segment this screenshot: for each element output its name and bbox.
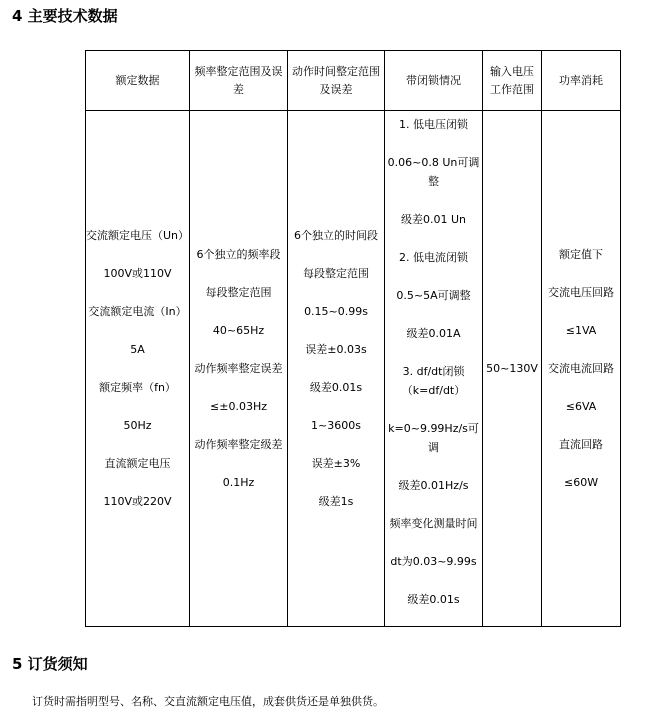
cell-line: 50~130V (486, 362, 538, 375)
cell-line: 交流电流回路 (548, 362, 615, 375)
cell-line: 0.5~5A可调整 (396, 289, 471, 302)
cell-line: 直流额定电压 (104, 457, 171, 470)
cell-line: 交流电压回路 (548, 286, 615, 299)
header-rated-data: 额定数据 (86, 51, 190, 111)
cell-rated-data (86, 111, 190, 627)
cell-line: 100V或110V (103, 267, 172, 280)
cell-line: 50Hz (123, 419, 152, 432)
cell-line: 1~3600s (311, 419, 361, 432)
table-row (86, 111, 621, 627)
cell-line: 0.15~0.99s (304, 305, 368, 318)
cell-line: 40~65Hz (212, 324, 265, 337)
cell-line: 级差0.01 Un (401, 213, 467, 226)
cell-line: 0.1Hz (222, 476, 255, 489)
cell-line: 直流回路 (559, 438, 604, 451)
header-lockout: 带闭锁情况 (385, 51, 483, 111)
cell-line: 每段整定范围 (205, 286, 272, 299)
cell-time-range (288, 111, 385, 627)
cell-line: ≤6VA (565, 400, 597, 413)
header-power-consumption: 功率消耗 (542, 51, 621, 111)
cell-line: 频率变化测量时间 (389, 517, 478, 530)
cell-line: 1. 低电压闭锁 (399, 118, 469, 131)
cell-line: 动作频率整定误差 (194, 362, 283, 375)
cell-lockout (385, 111, 483, 627)
cell-frequency-range (190, 111, 288, 627)
cell-line: dt为0.03~9.99s (390, 555, 477, 568)
cell-line: 6个独立的频率段 (196, 248, 281, 261)
cell-line: 额定频率（fn） (99, 381, 176, 394)
cell-line: ≤1VA (565, 324, 597, 337)
cell-line: 级差1s (318, 495, 354, 508)
cell-line: 级差0.01Hz/s (398, 479, 469, 492)
cell-line: 6个独立的时间段 (294, 229, 379, 242)
header-frequency-range: 频率整定范围及误差 (190, 51, 288, 111)
cell-line: 级差0.01s (407, 593, 460, 606)
section-5-heading: 5 订货须知 (12, 655, 88, 673)
cell-power-consumption (542, 111, 621, 627)
cell-line: 交流额定电压（Un） (86, 229, 190, 242)
cell-line: 3. df/dt闭锁（k=df/dt） (401, 365, 466, 397)
table-header-row (86, 51, 621, 111)
header-time-range: 动作时间整定范围及误差 (288, 51, 385, 111)
cell-line: 5A (130, 343, 145, 356)
section-4-heading: 4 主要技术数据 (12, 7, 118, 25)
cell-line: 110V或220V (103, 495, 172, 508)
cell-line: 级差0.01s (309, 381, 363, 394)
cell-line: ≤60W (563, 476, 599, 489)
cell-line: 交流额定电流（In） (88, 305, 187, 318)
cell-line: 动作频率整定级差 (194, 438, 283, 451)
cell-line: 额定值下 (559, 248, 604, 261)
cell-line: 0.06~0.8 Un可调整 (387, 156, 480, 188)
cell-line: 误差±0.03s (305, 343, 367, 356)
cell-line: 每段整定范围 (303, 267, 370, 280)
header-input-voltage: 输入电压 工作范围 (483, 51, 542, 111)
order-note: 订货时需指明型号、名称、交直流额定电压值，成套供货还是单独供货。 (32, 695, 384, 708)
cell-line: k=0~9.99Hz/s可调 (388, 422, 479, 454)
cell-line: 级差0.01A (406, 327, 461, 340)
technical-data-table (85, 50, 621, 627)
cell-line: 误差±3% (311, 457, 361, 470)
cell-input-voltage (483, 111, 542, 627)
cell-line: 2. 低电流闭锁 (399, 251, 469, 264)
cell-line: ≤±0.03Hz (210, 400, 268, 413)
